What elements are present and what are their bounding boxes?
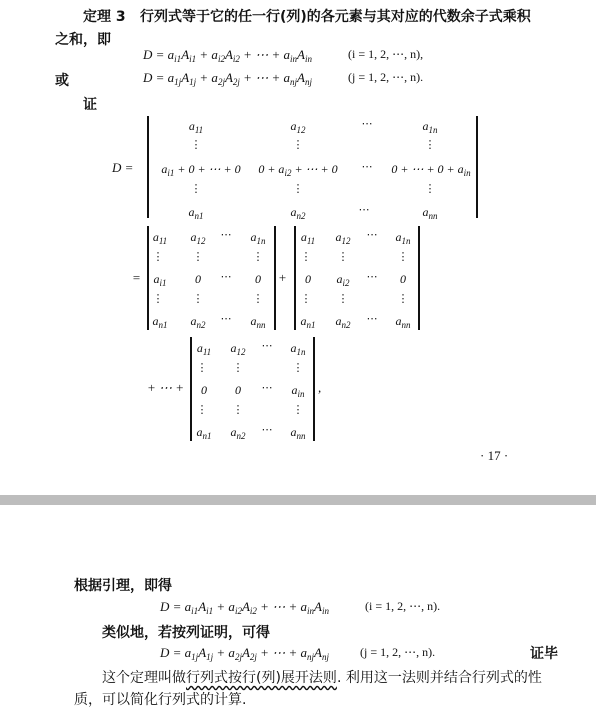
equation-row-expansion: $D = a_{i1}A_{i1} + a_{i2}A_{i2}$ + ⋯ + $a_{in}A_{in}$ <box>143 47 312 64</box>
comma: , <box>318 380 322 395</box>
expansion-rule-term: 行列式按行(列)展开法则 <box>186 670 337 686</box>
or-label: 或 <box>55 73 69 89</box>
equation-column-condition-2: (j = 1, 2, ⋯, n). <box>360 645 436 659</box>
equation-column-expansion: $D = a_{1j}A_{1j} + a_{2j}A_{2j}$ + ⋯ + $a_{nj}A_{nj}$ <box>143 70 312 87</box>
plus-sign: + <box>278 270 287 285</box>
equation-row-expansion-2: $D = a_{i1}A_{i1} + a_{i2}A_{i2}$ + ⋯ + $a_{in}A_{in}$ <box>160 599 329 616</box>
det1-right-bar <box>274 226 276 330</box>
determinant-d-label: D = <box>112 160 134 175</box>
lemma-line: 根据引理，即得 <box>74 578 172 594</box>
similar-line: 类似地，若按列证明，可得 <box>102 625 270 641</box>
det3-right-bar <box>313 337 315 441</box>
det3-left-bar <box>190 337 192 441</box>
equation-row-condition-2: (i = 1, 2, ⋯, n). <box>365 599 441 613</box>
determinant-left-bar <box>147 116 149 218</box>
det1-left-bar <box>147 226 149 330</box>
paragraph-line-1: 这个定理叫做行列式按行(列)展开法则. 利用这一法则并结合行列式的性 <box>102 670 542 686</box>
equals-sign: = <box>132 270 141 285</box>
det2-right-bar <box>418 226 420 330</box>
theorem-statement: 行列式等于它的任一行(列)的各元素与其对应的代数余子式乘积 <box>140 9 531 25</box>
determinant-right-bar <box>476 116 478 218</box>
equation-column-condition: (j = 1, 2, ⋯, n). <box>348 70 424 84</box>
equation-column-expansion-2: $D = a_{1j}A_{1j} + a_{2j}A_{2j}$ + ⋯ + $a_{nj}A_{nj}$ <box>160 645 329 662</box>
proof-label: 证 <box>83 97 97 113</box>
plus-ellipsis: + ⋯ + <box>147 380 185 395</box>
page-separator <box>0 495 596 505</box>
qed-label: 证毕 <box>530 646 558 662</box>
equation-row-condition: (i = 1, 2, ⋯, n), <box>348 47 424 61</box>
page-number: · 17 · <box>480 448 509 463</box>
det2-left-bar <box>294 226 296 330</box>
theorem-statement-continued: 之和，即 <box>55 32 111 48</box>
theorem-label: 定理 3 <box>83 9 126 25</box>
paragraph-line-2: 质，可以简化行列式的计算. <box>74 692 247 708</box>
